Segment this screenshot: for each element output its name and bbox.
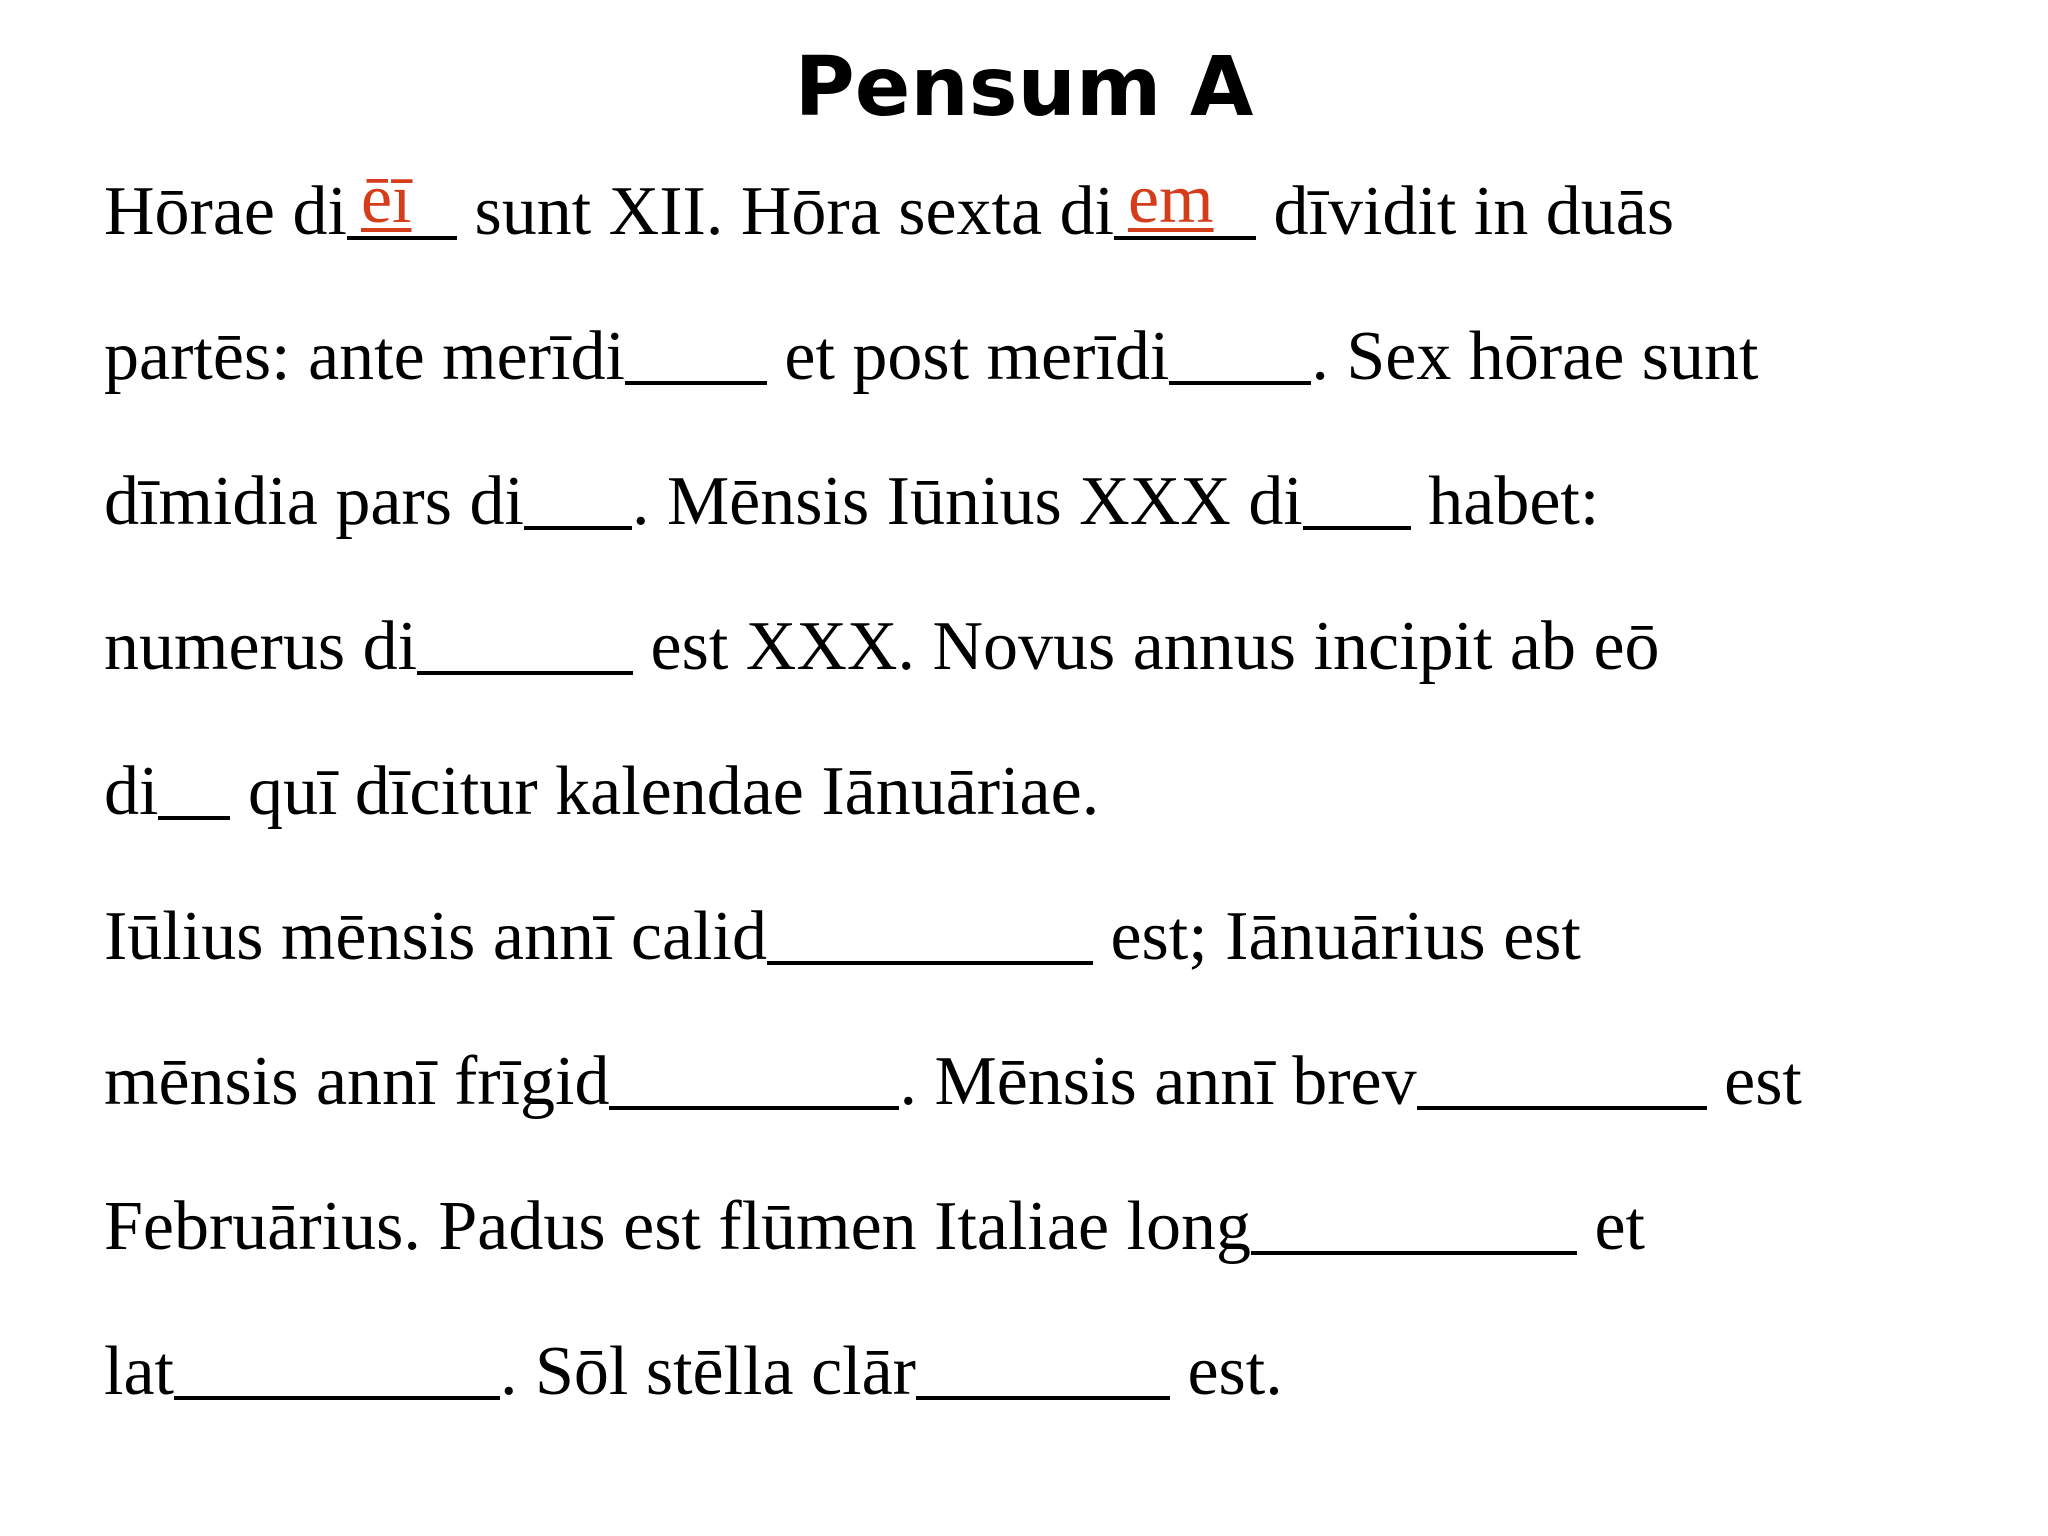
exercise-line bbox=[104, 317, 1758, 397]
sentence-text: lat bbox=[104, 1333, 174, 1410]
sentence-text: numerus di bbox=[104, 608, 418, 685]
sentence-text: mēnsis annī frīgid bbox=[104, 1043, 610, 1120]
filled-answer: em bbox=[1128, 161, 1214, 238]
sentence-text: dīmidia pars di bbox=[104, 463, 524, 540]
answer-blank[interactable] bbox=[1251, 1189, 1577, 1255]
sentence-text: est XXX. Novus annus incipit ab eō bbox=[633, 608, 1660, 685]
answer-blank[interactable] bbox=[417, 609, 633, 675]
exercise-line bbox=[104, 607, 1660, 687]
exercise-line bbox=[104, 752, 1099, 832]
sentence-text: habet: bbox=[1410, 463, 1600, 540]
sentence-text: di bbox=[104, 753, 159, 830]
answer-blank[interactable] bbox=[767, 899, 1093, 965]
exercise-line bbox=[104, 462, 1599, 542]
sentence-text: . Sōl stēlla clār bbox=[499, 1333, 916, 1410]
sentence-text: . Sex hōrae sunt bbox=[1311, 318, 1759, 395]
answer-blank[interactable] bbox=[916, 1334, 1170, 1400]
filled-answer: ēī bbox=[360, 161, 412, 238]
exercise-line bbox=[104, 161, 1675, 252]
sentence-text: . Mēnsis Iūnius XXX di bbox=[631, 463, 1303, 540]
sentence-text: et post merīdi bbox=[766, 318, 1170, 395]
sentence-text: est bbox=[1706, 1043, 1802, 1120]
answer-blank[interactable] bbox=[347, 161, 457, 240]
page-title: Pensum A bbox=[794, 40, 1254, 135]
sentence-text: est; Iānuārius est bbox=[1092, 898, 1581, 975]
answer-blank[interactable] bbox=[524, 464, 632, 530]
answer-blank[interactable] bbox=[1417, 1044, 1707, 1110]
answer-blank[interactable] bbox=[1114, 161, 1256, 240]
exercise-line bbox=[104, 1042, 1802, 1122]
sentence-text: et bbox=[1576, 1188, 1645, 1265]
exercise-line bbox=[104, 1332, 1283, 1412]
answer-blank[interactable] bbox=[1169, 319, 1311, 385]
exercise-line bbox=[104, 897, 1581, 977]
answer-blank[interactable] bbox=[1303, 464, 1411, 530]
sentence-text: quī dīcitur kalendae Iānuāriae. bbox=[230, 753, 1100, 830]
answer-blank[interactable] bbox=[609, 1044, 899, 1110]
sentence-text: Hōrae di bbox=[104, 173, 347, 250]
answer-blank[interactable] bbox=[158, 754, 230, 820]
sentence-text: Iūlius mēnsis annī calid bbox=[104, 898, 767, 975]
sentence-text: . Mēnsis annī brev bbox=[899, 1043, 1417, 1120]
exercise-line bbox=[104, 1187, 1645, 1267]
answer-blank[interactable] bbox=[174, 1334, 500, 1400]
sentence-text: Februārius. Padus est flūmen Italiae long bbox=[104, 1188, 1251, 1265]
sentence-text: dīvidit in duās bbox=[1256, 173, 1675, 250]
sentence-text: partēs: ante merīdi bbox=[104, 318, 625, 395]
answer-blank[interactable] bbox=[625, 319, 767, 385]
sentence-text: est. bbox=[1169, 1333, 1283, 1410]
sentence-text: sunt XII. Hōra sexta di bbox=[456, 173, 1115, 250]
